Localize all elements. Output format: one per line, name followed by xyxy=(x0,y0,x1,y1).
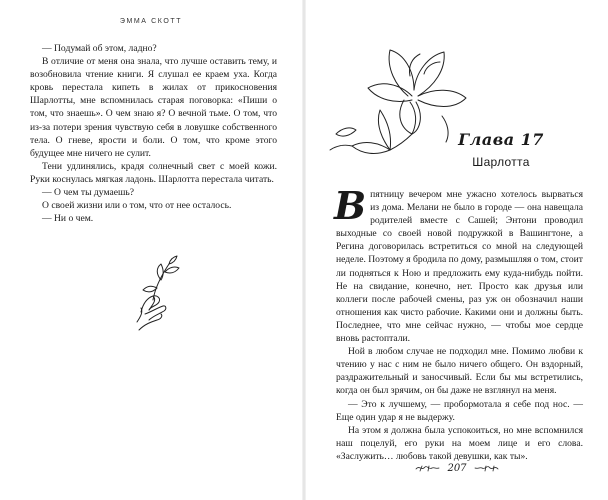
right-page xyxy=(306,0,608,500)
left-body-text xyxy=(30,42,277,225)
left-flourish-icon xyxy=(414,463,440,473)
running-head: ЭММА СКОТТ xyxy=(119,18,183,25)
paragraph: На этом я должна была успокоиться, но мне вспомнился наш поцелуй, его руки на моем лице и его слова. «Заслужить… любовь такой девушки, как ты». xyxy=(336,424,583,462)
right-body-text xyxy=(334,183,583,463)
paragraph: — Подумай об этом, ладно? xyxy=(42,43,157,54)
drop-cap: В xyxy=(334,183,367,228)
paragraph: — О чем ты думаешь? xyxy=(42,187,135,199)
paragraph: В отличие от меня она знала, что лучше оставить тему, и возобновила чтение книги. Я слушал ее краем уха. Когда кровь перестала кипеть в жилах от прикосновения Шарлотты, мне вспомнилась старая поговорка: «Пиши о том, что знаешь». О чем знаю я? О вечной тьме. О том, что из-за потери зрения чувствую себя в ловушке собственного тела. О гневе, ярости и боли. О том, что кроме этого будущее мне ничего не сулит. xyxy=(30,56,277,159)
paragraph: Ной в любом случае не подходил мне. Помимо любви к чтению у нас с ним не было ничего общего. Он вздорный, раздражительный и заносчивый. Если бы мы встретились, когда он был зрячим, он бы даже не взглянул на меня. xyxy=(336,346,583,397)
right-flourish-icon xyxy=(474,463,500,473)
paragraph-text: пятницу вечером мне ужасно хотелось вырваться из дома. Мелани не было в городе — она навещала родителей вместе с Сашей; Энтони проводил выходные со своей новой подружкой в Вашингтоне, а Регина договорилась встретиться со мной на следующей неделе. Поэтому я бродила по дому, размышляя о том, стоит ли подняться к Ною и предложить ему куда-нибудь пойти. Не на свидание, конечно, нет. Просто как друзья или коллеги после рабочей смены, раз уж он обозначил наши отношения как чисто рабочие. Какими они и должны быть. Последнее, что мне сейчас нужно, — чтобы мое сердце вновь растоптали. xyxy=(336,189,583,345)
hand-holding-sprig-icon xyxy=(123,252,185,334)
page-number: 207 xyxy=(447,463,467,474)
page-number-row xyxy=(306,462,608,474)
left-page xyxy=(0,0,302,500)
paragraph: — Ни о чем. xyxy=(42,213,94,225)
paragraph xyxy=(334,183,583,345)
chapter-title: Глава 17 xyxy=(458,130,544,149)
paragraph: Тени удлинялись, крадя солнечный свет с моей кожи. Руки коснулась мягкая ладонь. Шарлотта перестала читать. xyxy=(30,160,277,185)
paragraph: О своей жизни или о том, что от нее осталось. xyxy=(42,200,232,212)
chapter-subtitle: Шарлотта xyxy=(472,155,530,169)
paragraph: — Это к лучшему, — пробормотала я себе под нос. — Еще один удар я не выдержу. xyxy=(336,398,583,423)
